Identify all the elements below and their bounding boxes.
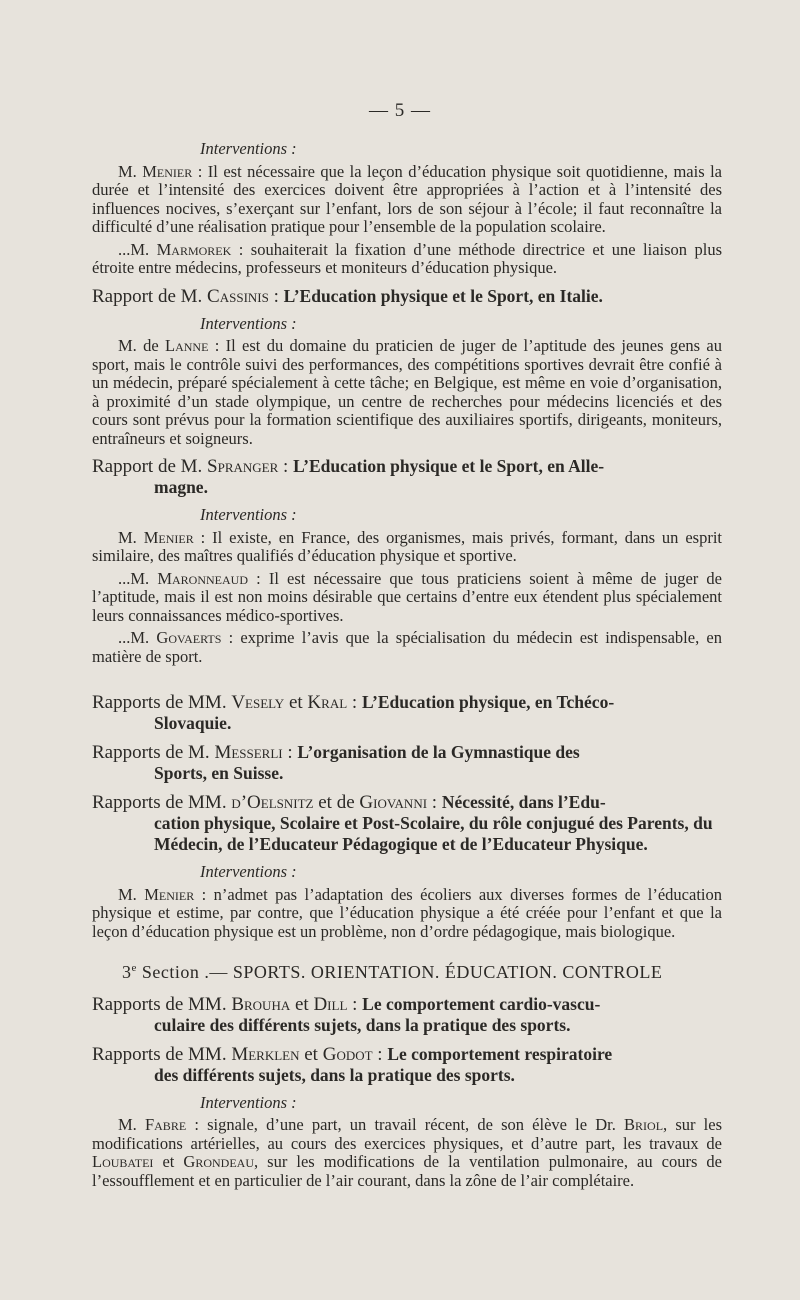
report-heading-respiratory: Rapports de MM. Merklen et Godot : Le comportement respiratoire des différents sujets, dans la pratique des sports.	[92, 1043, 613, 1085]
speaker-name: Menier	[142, 161, 193, 181]
page-number: — 5 —	[369, 100, 431, 121]
interventions-label: Interventions :	[200, 313, 297, 333]
intervention-menier-3: M. Menier : n’admet pas l’adaptation des écoliers aux diverses formes de l’éducation physique et estime, par contre, que l’éducation physique a été créée pour l’enfant et que la leçon d’éducation physique est un problème, non d’ordre pédagogique, mais biologique.	[92, 884, 723, 941]
speaker-name: Menier	[143, 527, 194, 547]
interventions-label: Interventions :	[200, 862, 297, 881]
intervention-menier-1: M. Menier : Il est nécessaire que la leçon d’éducation physique soit quotidienne, mais la durée et l’intensité des exercices doivent être appropriées à l’action et à l’intensité des influences nocives, s’exerçant sur l’enfant, lors de son séjour à l’école; il faut reconnaître la difficulté d’une réalisation pratique pour l’ensemble de la population scolaire.	[92, 161, 722, 236]
report-heading-cardio: Rapports de MM. Brouha et Dill : Le comportement cardio-vascu- culaire des différents sujets, dans la pratique des sports.	[92, 993, 601, 1035]
interventions-label: Interventions :	[200, 1092, 297, 1112]
intervention-govaerts: ...M. Govaerts : exprime l’avis que la spécialisation du médecin est indispensable, en matière de sport.	[92, 628, 722, 666]
speaker-name: Menier	[144, 884, 195, 904]
speaker-name: Fabre	[144, 1115, 187, 1134]
interventions-label: Interventions :	[200, 139, 297, 158]
intervention-fabre: M. Fabre : signale, d’une part, un travail récent, de son élève le Dr. Briol, sur les modifications artérielles, au cours des exercices physiques, et d’autre part, les travaux de Loubatei et Grondeau, sur les modifications de la ventilation pulmonaire, au cours de l’essoufflement et en particulier de l’air courant, dans la zône de l’air complétaire.	[92, 1115, 723, 1190]
report-heading-italy: Rapport de M. Cassinis : L’Education physique et le Sport, en Italie.	[92, 285, 603, 307]
report-heading-czechoslovakia: Rapports de MM. Vesely et Kral : L’Education physique, en Tchéco- Slovaquie.	[92, 692, 615, 733]
speaker-name: Marmorek	[156, 239, 232, 259]
intervention-maronneaud: ...M. Maronneaud : Il est nécessaire que tous praticiens soient à même de juger de l’aptitude, mais il est non moins désirable que certains d’entre eux étendent plus spécialement leurs connaissances médico-sportives.	[92, 568, 723, 625]
interventions-label: Interventions :	[200, 505, 297, 524]
speaker-name: Lanne	[165, 336, 209, 355]
intervention-marmorek: ...M. Marmorek : souhaiterait la fixation d’une méthode directrice et une liaison plus étroite entre médecins, professeurs et moniteurs d’éducation physique.	[92, 239, 722, 277]
intervention-lanne: M. de Lanne : Il est du domaine du praticien de juger de l’aptitude des jeunes gens au sport, mais le contrôle suivi des performances, des compétitions sportives devrait être confié à un médecin, préparé spécialement à cette tâche; en Belgique, est même en voie d’organisation, à proximité d’un stade olympique, un centre de recherches pour médecins licenciés et des cours sont prévus pour la formation scientifique des auxiliaires sportifs, dirigeants, moniteurs, entraîneurs et soigneurs.	[92, 336, 722, 448]
section-heading: 3e Section .— SPORTS. ORIENTATION. ÉDUCATION. CONTROLE	[122, 962, 663, 982]
page-content	[92, 136, 722, 1194]
speaker-name: Govaerts	[156, 628, 222, 647]
report-heading-switzerland: Rapports de M. Messerli : L’organisation de la Gymnastique des Sports, en Suisse.	[92, 742, 580, 783]
speaker-name: Maronneaud	[157, 568, 248, 588]
report-heading-education-roles: Rapports de MM. d’Oelsnitz et de Giovanni : Nécessité, dans l’Edu- cation physique, Scolaire et Post-Scolaire, du rôle conjugué des Parents, du Médecin, de l’Educateur Pédagogique et de l’Educateur Physique.	[92, 792, 713, 854]
report-heading-germany: Rapport de M. Spranger : L’Education physique et le Sport, en Alle- magne.	[92, 456, 605, 497]
spacer	[92, 670, 722, 684]
intervention-menier-2: M. Menier : Il existe, en France, des organismes, mais privés, formant, dans un esprit similaire, des maîtres qualifiés d’éducation physique et sportive.	[92, 527, 723, 565]
